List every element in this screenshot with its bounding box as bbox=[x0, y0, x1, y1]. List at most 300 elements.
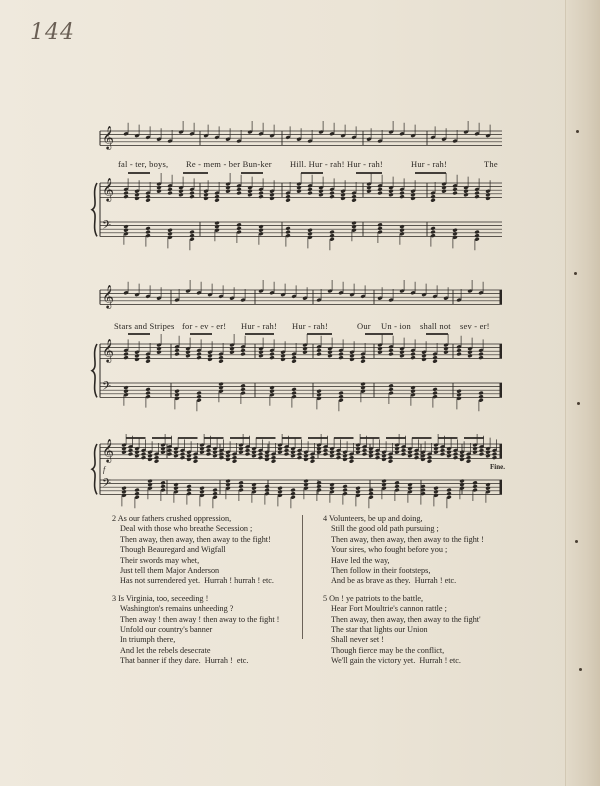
note-head bbox=[218, 359, 223, 364]
verse-line: Though Beauregard and Wigfall bbox=[120, 545, 226, 555]
note-head bbox=[180, 455, 185, 460]
note-head bbox=[414, 452, 419, 457]
note-head bbox=[388, 387, 393, 392]
note-head bbox=[316, 348, 321, 353]
note-head bbox=[251, 454, 256, 459]
note-head bbox=[342, 488, 347, 493]
note-head bbox=[269, 352, 274, 357]
note-head bbox=[318, 193, 323, 198]
note-head bbox=[123, 355, 128, 360]
note-head bbox=[375, 452, 380, 457]
note-head bbox=[134, 488, 139, 493]
note-head bbox=[453, 455, 458, 460]
note-head bbox=[203, 193, 208, 198]
note-head bbox=[432, 391, 437, 396]
note-head bbox=[410, 385, 415, 390]
note-head bbox=[134, 454, 139, 459]
note-head bbox=[414, 455, 419, 460]
note-head bbox=[156, 185, 161, 190]
note-head bbox=[381, 482, 386, 487]
note-head bbox=[189, 194, 194, 199]
note-head bbox=[316, 481, 321, 486]
note-head bbox=[453, 452, 458, 457]
note-head bbox=[421, 354, 426, 359]
note-head bbox=[362, 452, 367, 457]
note-head bbox=[316, 446, 321, 451]
note-head bbox=[336, 452, 341, 457]
note-head bbox=[410, 389, 415, 394]
note-head bbox=[407, 454, 412, 459]
note-head bbox=[240, 348, 245, 353]
note-head bbox=[269, 193, 274, 198]
lyric-line-2-g: shall not bbox=[420, 321, 451, 331]
note-head bbox=[478, 355, 483, 360]
note-head bbox=[303, 479, 308, 484]
note-head bbox=[285, 230, 290, 235]
note-head bbox=[229, 346, 234, 351]
note-head bbox=[258, 224, 263, 229]
note-head bbox=[296, 189, 301, 194]
note-head bbox=[238, 481, 243, 486]
note-head bbox=[368, 454, 373, 459]
system-brace bbox=[92, 183, 97, 236]
note-head bbox=[492, 452, 497, 457]
note-head bbox=[427, 455, 432, 460]
note-head bbox=[472, 481, 477, 486]
note-head bbox=[327, 350, 332, 355]
note-head bbox=[430, 194, 435, 199]
note-head bbox=[432, 387, 437, 392]
note-head bbox=[485, 193, 490, 198]
note-head bbox=[329, 482, 334, 487]
note-head bbox=[349, 357, 354, 362]
final-bar-line bbox=[500, 344, 503, 358]
note-head bbox=[456, 352, 461, 357]
note-head bbox=[323, 448, 328, 453]
note-head bbox=[251, 486, 256, 491]
treble-clef-icon: 𝄞 bbox=[102, 125, 114, 149]
note-head bbox=[123, 228, 128, 233]
note-head bbox=[351, 194, 356, 199]
note-head bbox=[258, 452, 263, 457]
note-head bbox=[193, 455, 198, 460]
note-head bbox=[206, 448, 211, 453]
note-head bbox=[225, 482, 230, 487]
note-head bbox=[280, 357, 285, 362]
note-head bbox=[297, 452, 302, 457]
note-head bbox=[212, 450, 217, 455]
note-head bbox=[399, 354, 404, 359]
note-head bbox=[377, 226, 382, 231]
note-head bbox=[285, 226, 290, 231]
note-head bbox=[258, 194, 263, 199]
note-head bbox=[174, 348, 179, 353]
note-head bbox=[245, 452, 250, 457]
verse-line: Shall never set ! bbox=[331, 635, 384, 645]
note-head bbox=[342, 454, 347, 459]
note-head bbox=[160, 484, 165, 489]
note-head bbox=[355, 486, 360, 491]
note-head bbox=[251, 482, 256, 487]
note-head bbox=[134, 193, 139, 198]
verse-number: 2 bbox=[112, 514, 117, 523]
note-head bbox=[377, 187, 382, 192]
note-head bbox=[381, 479, 386, 484]
note-head bbox=[128, 448, 133, 453]
verse-number: 3 bbox=[112, 593, 117, 603]
note-head bbox=[349, 455, 354, 460]
note-head bbox=[351, 198, 356, 203]
note-head bbox=[240, 384, 245, 389]
note-head bbox=[178, 189, 183, 194]
note-head bbox=[185, 350, 190, 355]
note-head bbox=[456, 389, 461, 394]
note-head bbox=[285, 198, 290, 203]
note-head bbox=[145, 226, 150, 231]
note-head bbox=[427, 459, 432, 464]
note-head bbox=[368, 450, 373, 455]
note-head bbox=[218, 385, 223, 390]
verse-line: Hear Fort Moultrie's cannon rattle ; bbox=[331, 604, 447, 614]
note-head bbox=[366, 189, 371, 194]
note-head bbox=[316, 352, 321, 357]
note-head bbox=[258, 191, 263, 196]
note-head bbox=[478, 391, 483, 396]
note-head bbox=[206, 452, 211, 457]
note-head bbox=[284, 452, 289, 457]
note-head bbox=[394, 481, 399, 486]
note-head bbox=[377, 191, 382, 196]
note-head bbox=[236, 191, 241, 196]
note-head bbox=[247, 193, 252, 198]
lyric-line-1-e: The bbox=[484, 159, 498, 169]
note-head bbox=[307, 187, 312, 192]
verse-line: Unfold our country's banner bbox=[120, 625, 213, 635]
bass-clef-icon: 𝄢 bbox=[102, 477, 112, 493]
note-head bbox=[264, 488, 269, 493]
note-head bbox=[123, 352, 128, 357]
note-head bbox=[240, 352, 245, 357]
handwritten-page-number: 144 bbox=[30, 20, 75, 45]
note-head bbox=[174, 393, 179, 398]
note-head bbox=[258, 228, 263, 233]
note-head bbox=[121, 490, 126, 495]
note-head bbox=[173, 482, 178, 487]
note-head bbox=[446, 491, 451, 496]
note-head bbox=[196, 391, 201, 396]
note-head bbox=[174, 352, 179, 357]
verse-line: Your sires, who fought before you ; bbox=[331, 545, 448, 555]
note-head bbox=[212, 454, 217, 459]
note-head bbox=[189, 191, 194, 196]
note-head bbox=[388, 384, 393, 389]
note-head bbox=[238, 450, 243, 455]
note-head bbox=[214, 194, 219, 199]
note-head bbox=[269, 389, 274, 394]
note-head bbox=[160, 446, 165, 451]
note-head bbox=[236, 187, 241, 192]
note-head bbox=[446, 454, 451, 459]
lyric-line-2-e: Our bbox=[357, 321, 371, 331]
note-head bbox=[388, 348, 393, 353]
note-head bbox=[189, 233, 194, 238]
note-head bbox=[296, 185, 301, 190]
note-head bbox=[264, 454, 269, 459]
note-head bbox=[258, 455, 263, 460]
final-bar-line bbox=[500, 290, 503, 304]
note-head bbox=[375, 455, 380, 460]
note-head bbox=[302, 346, 307, 351]
note-head bbox=[410, 352, 415, 357]
note-head bbox=[479, 448, 484, 453]
note-head bbox=[421, 357, 426, 362]
note-head bbox=[156, 350, 161, 355]
note-head bbox=[329, 486, 334, 491]
note-head bbox=[329, 230, 334, 235]
note-head bbox=[147, 479, 152, 484]
note-head bbox=[229, 350, 234, 355]
note-head bbox=[173, 486, 178, 491]
note-head bbox=[399, 228, 404, 233]
note-head bbox=[362, 448, 367, 453]
note-head bbox=[388, 459, 393, 464]
note-head bbox=[360, 359, 365, 364]
note-head bbox=[399, 224, 404, 229]
note-head bbox=[432, 355, 437, 360]
verse-line: The star that lights our Union bbox=[331, 625, 428, 635]
note-head bbox=[291, 387, 296, 392]
note-head bbox=[360, 385, 365, 390]
note-head bbox=[441, 185, 446, 190]
verse-3 bbox=[112, 594, 279, 667]
note-head bbox=[154, 459, 159, 464]
verse-line: 4 Volunteers, be up and doing, bbox=[323, 514, 423, 523]
note-head bbox=[134, 491, 139, 496]
note-head bbox=[186, 457, 191, 462]
note-head bbox=[329, 233, 334, 238]
note-head bbox=[264, 457, 269, 462]
note-head bbox=[407, 450, 412, 455]
note-head bbox=[329, 194, 334, 199]
note-head bbox=[407, 486, 412, 491]
note-head bbox=[394, 484, 399, 489]
note-head bbox=[245, 448, 250, 453]
note-head bbox=[472, 484, 477, 489]
note-head bbox=[123, 385, 128, 390]
note-head bbox=[145, 198, 150, 203]
note-head bbox=[327, 354, 332, 359]
note-head bbox=[303, 482, 308, 487]
note-head bbox=[316, 389, 321, 394]
note-head bbox=[225, 189, 230, 194]
note-head bbox=[394, 450, 399, 455]
verse-5 bbox=[323, 594, 484, 667]
note-head bbox=[145, 230, 150, 235]
note-head bbox=[258, 354, 263, 359]
note-head bbox=[463, 189, 468, 194]
note-head bbox=[474, 233, 479, 238]
note-head bbox=[310, 459, 315, 464]
verse-2 bbox=[112, 514, 279, 587]
note-head bbox=[238, 446, 243, 451]
verse-line: Then away, then away, then away to the fight! bbox=[120, 534, 271, 544]
note-head bbox=[329, 191, 334, 196]
note-head bbox=[141, 452, 146, 457]
verse-line: We'll gain the victory yet. Hurrah ! etc. bbox=[331, 656, 461, 666]
note-head bbox=[277, 446, 282, 451]
note-head bbox=[214, 224, 219, 229]
note-head bbox=[338, 352, 343, 357]
note-head bbox=[443, 346, 448, 351]
note-head bbox=[446, 450, 451, 455]
note-head bbox=[440, 448, 445, 453]
lyric-line-1-b: Re - mem - ber Bun-ker bbox=[186, 159, 272, 169]
note-head bbox=[407, 482, 412, 487]
final-bar-line bbox=[500, 383, 503, 397]
note-head bbox=[410, 355, 415, 360]
note-head bbox=[430, 230, 435, 235]
note-head bbox=[154, 455, 159, 460]
note-head bbox=[467, 350, 472, 355]
note-head bbox=[452, 228, 457, 233]
note-head bbox=[452, 191, 457, 196]
note-head bbox=[251, 450, 256, 455]
note-head bbox=[466, 459, 471, 464]
note-head bbox=[214, 221, 219, 226]
note-head bbox=[123, 191, 128, 196]
note-head bbox=[160, 481, 165, 486]
note-head bbox=[180, 452, 185, 457]
bass-clef-icon: 𝄢 bbox=[102, 380, 112, 396]
note-head bbox=[368, 488, 373, 493]
note-head bbox=[485, 454, 490, 459]
lyric-line-2-a: Stars and Stripes bbox=[114, 321, 175, 331]
lyric-line-1-a: fal - ter, boys, bbox=[118, 159, 169, 169]
note-head bbox=[307, 228, 312, 233]
note-head bbox=[307, 191, 312, 196]
note-head bbox=[145, 387, 150, 392]
lyric-line-2-c: Hur - rah! bbox=[241, 321, 277, 331]
note-head bbox=[474, 194, 479, 199]
note-head bbox=[474, 191, 479, 196]
note-head bbox=[189, 230, 194, 235]
note-head bbox=[394, 446, 399, 451]
note-head bbox=[174, 389, 179, 394]
treble-clef-icon: 𝄞 bbox=[102, 284, 114, 308]
note-head bbox=[360, 355, 365, 360]
note-head bbox=[338, 391, 343, 396]
note-head bbox=[196, 355, 201, 360]
treble-clef-icon: 𝄞 bbox=[102, 177, 114, 201]
note-head bbox=[456, 348, 461, 353]
fine-label: Fine. bbox=[490, 463, 505, 471]
note-head bbox=[173, 454, 178, 459]
note-head bbox=[351, 221, 356, 226]
note-head bbox=[459, 479, 464, 484]
note-head bbox=[336, 455, 341, 460]
note-head bbox=[203, 196, 208, 201]
verse-number: 4 bbox=[323, 514, 328, 523]
note-head bbox=[277, 486, 282, 491]
note-head bbox=[156, 189, 161, 194]
note-head bbox=[212, 491, 217, 496]
verses-left-column bbox=[112, 514, 279, 674]
verse-line: Then away, then away, then away to the fight ! bbox=[331, 534, 484, 544]
note-head bbox=[338, 394, 343, 399]
verse-line: And let the rebels desecrate bbox=[120, 645, 211, 655]
note-head bbox=[459, 482, 464, 487]
note-head bbox=[316, 484, 321, 489]
note-head bbox=[316, 393, 321, 398]
note-head bbox=[340, 193, 345, 198]
note-head bbox=[269, 355, 274, 360]
note-head bbox=[349, 459, 354, 464]
verse-line: Still the good old path pursuing ; bbox=[331, 524, 439, 534]
note-head bbox=[277, 490, 282, 495]
note-head bbox=[290, 491, 295, 496]
note-head bbox=[134, 196, 139, 201]
note-head bbox=[240, 387, 245, 392]
note-head bbox=[466, 455, 471, 460]
note-head bbox=[303, 454, 308, 459]
note-head bbox=[199, 450, 204, 455]
verse-line: Just tell them Major Anderson bbox=[120, 566, 220, 576]
note-head bbox=[121, 486, 126, 491]
note-head bbox=[441, 189, 446, 194]
note-head bbox=[145, 391, 150, 396]
note-head bbox=[351, 224, 356, 229]
final-bar-line bbox=[500, 480, 503, 494]
note-head bbox=[199, 486, 204, 491]
note-head bbox=[225, 454, 230, 459]
note-head bbox=[121, 446, 126, 451]
note-head bbox=[167, 448, 172, 453]
verse-line: Then away ! then away ! then away to the fight ! bbox=[120, 614, 280, 624]
note-head bbox=[377, 223, 382, 228]
verse-line: In triumph there, bbox=[120, 635, 176, 645]
verse-line: Have led the way, bbox=[331, 555, 390, 565]
note-head bbox=[381, 457, 386, 462]
note-head bbox=[277, 450, 282, 455]
note-head bbox=[291, 359, 296, 364]
note-head bbox=[232, 459, 237, 464]
note-head bbox=[456, 393, 461, 398]
note-head bbox=[355, 446, 360, 451]
note-head bbox=[329, 454, 334, 459]
note-head bbox=[225, 457, 230, 462]
note-head bbox=[285, 194, 290, 199]
note-head bbox=[271, 455, 276, 460]
bass-clef-icon: 𝄢 bbox=[102, 219, 112, 235]
note-head bbox=[264, 484, 269, 489]
note-head bbox=[368, 491, 373, 496]
note-head bbox=[297, 455, 302, 460]
note-head bbox=[377, 350, 382, 355]
note-head bbox=[207, 357, 212, 362]
verse-line: That banner if they dare. Hurrah ! etc. bbox=[120, 656, 249, 666]
verse-line: 3 Is Virginia, too, seceeding ! bbox=[112, 593, 209, 603]
verse-line: Washington's remains unheeding ? bbox=[120, 604, 234, 614]
verse-line: Has not surrendered yet. Hurrah ! hurrah ! etc. bbox=[120, 576, 274, 586]
note-head bbox=[307, 232, 312, 237]
verse-number: 5 bbox=[323, 593, 328, 603]
note-head bbox=[167, 187, 172, 192]
note-head bbox=[355, 450, 360, 455]
note-head bbox=[214, 198, 219, 203]
note-head bbox=[160, 450, 165, 455]
note-head bbox=[134, 357, 139, 362]
note-head bbox=[271, 459, 276, 464]
